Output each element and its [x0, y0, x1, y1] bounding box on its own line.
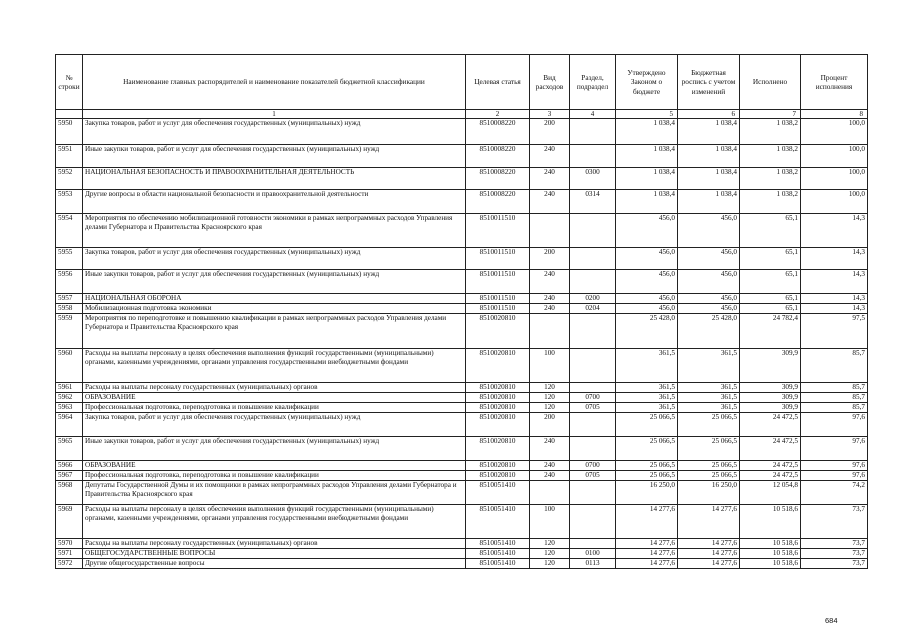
row-section	[570, 437, 616, 461]
row-name: Закупка товаров, работ и услуг для обеспечения государственных (муниципальных) нужд	[83, 119, 466, 145]
row-expense-type	[530, 314, 570, 349]
row-target-article: 8510011510	[466, 304, 530, 314]
row-target-article: 8510008220	[466, 119, 530, 145]
row-name: НАЦИОНАЛЬНАЯ ОБОРОНА	[83, 294, 466, 304]
header-budget-schedule: Бюджетная роспись с учетом изменений	[678, 55, 740, 110]
row-target-article: 8510020810	[466, 403, 530, 413]
row-percent: 97,6	[801, 413, 868, 437]
row-name: Иные закупки товаров, работ и услуг для обеспечения государственных (муниципальных) нужд	[83, 145, 466, 168]
table-row	[56, 413, 868, 437]
row-target-article: 8510011510	[466, 270, 530, 294]
row-budget-amount: 361,5	[678, 393, 740, 403]
row-expense-type: 100	[530, 505, 570, 539]
row-executed-amount: 65,1	[740, 248, 801, 270]
row-expense-type	[530, 481, 570, 505]
row-number: 5955	[56, 248, 83, 270]
row-executed-amount: 309,9	[740, 393, 801, 403]
row-expense-type: 120	[530, 393, 570, 403]
row-section	[570, 145, 616, 168]
row-budget-amount: 25 066,5	[678, 461, 740, 471]
row-section	[570, 349, 616, 383]
row-name: Профессиональная подготовка, переподготовка и повышение квалификации	[83, 471, 466, 481]
row-expense-type: 120	[530, 559, 570, 569]
row-name: ОБЩЕГОСУДАРСТВЕННЫЕ ВОПРОСЫ	[83, 549, 466, 559]
row-section: 0113	[570, 559, 616, 569]
row-target-article: 8510020810	[466, 393, 530, 403]
table-row	[56, 393, 868, 403]
row-percent: 14,3	[801, 294, 868, 304]
row-expense-type: 200	[530, 248, 570, 270]
row-percent: 97,6	[801, 471, 868, 481]
row-percent: 73,7	[801, 559, 868, 569]
row-name: Другие общегосударственные вопросы	[83, 559, 466, 569]
row-approved-amount: 25 428,0	[616, 314, 678, 349]
table-row	[56, 168, 868, 190]
row-budget-amount: 456,0	[678, 294, 740, 304]
row-name: Профессиональная подготовка, переподготовка и повышение квалификации	[83, 403, 466, 413]
row-target-article: 8510011510	[466, 214, 530, 248]
row-budget-amount: 361,5	[678, 403, 740, 413]
row-expense-type: 240	[530, 190, 570, 214]
row-expense-type: 200	[530, 413, 570, 437]
row-executed-amount: 10 518,6	[740, 559, 801, 569]
row-executed-amount: 309,9	[740, 403, 801, 413]
row-name: Мобилизационная подготовка экономики	[83, 304, 466, 314]
row-name: Закупка товаров, работ и услуг для обеспечения государственных (муниципальных) нужд	[83, 413, 466, 437]
row-section: 0705	[570, 403, 616, 413]
row-expense-type: 120	[530, 549, 570, 559]
row-section	[570, 119, 616, 145]
row-approved-amount: 1 038,4	[616, 145, 678, 168]
row-executed-amount: 24 472,5	[740, 437, 801, 461]
row-budget-amount: 14 277,6	[678, 505, 740, 539]
row-target-article: 8510051410	[466, 481, 530, 505]
row-target-article: 8510011510	[466, 248, 530, 270]
row-target-article: 8510020810	[466, 413, 530, 437]
row-percent: 73,7	[801, 505, 868, 539]
column-number: 2	[466, 110, 530, 119]
row-expense-type: 240	[530, 270, 570, 294]
row-name: Расходы на выплаты персоналу государственных (муниципальных) органов	[83, 539, 466, 549]
row-target-article: 8510020810	[466, 314, 530, 349]
row-executed-amount: 65,1	[740, 294, 801, 304]
row-expense-type: 240	[530, 145, 570, 168]
row-budget-amount: 14 277,6	[678, 549, 740, 559]
header-expense-type: Вид расходов	[530, 55, 570, 110]
row-target-article: 8510008220	[466, 145, 530, 168]
row-target-article: 8510008220	[466, 190, 530, 214]
row-name: Расходы на выплаты персоналу в целях обеспечения выполнения функций государственными (муниципальными) органами, казенными учреждениями, органами управления государственными внебюджетными фондами	[83, 349, 466, 383]
row-expense-type: 240	[530, 471, 570, 481]
row-section: 0700	[570, 393, 616, 403]
row-name: Расходы на выплаты персоналу в целях обеспечения выполнения функций государственными (муниципальными) органами, казенными учреждениями, органами управления государственными внебюджетными фондами	[83, 505, 466, 539]
table-row	[56, 304, 868, 314]
column-number: 1	[83, 110, 466, 119]
table-row	[56, 214, 868, 248]
row-name: Депутаты Государственной Думы и их помощники в рамках непрограммных расходов Управления делами Губернатора и Правительства Красноярского края	[83, 481, 466, 505]
row-percent: 73,7	[801, 549, 868, 559]
row-budget-amount: 16 250,0	[678, 481, 740, 505]
row-section	[570, 314, 616, 349]
table-row	[56, 383, 868, 393]
table-row	[56, 437, 868, 461]
row-approved-amount: 456,0	[616, 270, 678, 294]
row-executed-amount: 65,1	[740, 304, 801, 314]
row-executed-amount: 1 038,2	[740, 119, 801, 145]
row-percent: 97,6	[801, 461, 868, 471]
table-row	[56, 559, 868, 569]
row-approved-amount: 25 066,5	[616, 471, 678, 481]
row-number: 5970	[56, 539, 83, 549]
row-approved-amount: 25 066,5	[616, 461, 678, 471]
header-row	[56, 55, 868, 110]
row-number: 5958	[56, 304, 83, 314]
row-number: 5972	[56, 559, 83, 569]
budget-execution-table	[55, 54, 868, 569]
header-row-no: № строки	[56, 55, 83, 110]
column-number: 5	[616, 110, 678, 119]
row-executed-amount: 1 038,2	[740, 190, 801, 214]
row-approved-amount: 361,5	[616, 403, 678, 413]
row-section: 0204	[570, 304, 616, 314]
row-approved-amount: 1 038,4	[616, 168, 678, 190]
row-executed-amount: 309,9	[740, 383, 801, 393]
row-percent: 14,3	[801, 214, 868, 248]
row-percent: 85,7	[801, 383, 868, 393]
header-executed: Исполнено	[740, 55, 801, 110]
table-row	[56, 294, 868, 304]
row-approved-amount: 456,0	[616, 248, 678, 270]
row-percent: 85,7	[801, 403, 868, 413]
row-executed-amount: 65,1	[740, 270, 801, 294]
row-section	[570, 505, 616, 539]
row-percent: 73,7	[801, 539, 868, 549]
row-executed-amount: 12 054,8	[740, 481, 801, 505]
row-target-article: 8510020810	[466, 461, 530, 471]
row-percent: 85,7	[801, 393, 868, 403]
row-percent: 100,0	[801, 145, 868, 168]
row-percent: 97,5	[801, 314, 868, 349]
header-name: Наименование главных распорядителей и наименование показателей бюджетной классификации	[83, 55, 466, 110]
row-number: 5962	[56, 393, 83, 403]
row-number: 5950	[56, 119, 83, 145]
row-section: 0200	[570, 294, 616, 304]
row-approved-amount: 361,5	[616, 349, 678, 383]
row-number: 5971	[56, 549, 83, 559]
row-approved-amount: 361,5	[616, 393, 678, 403]
row-expense-type: 100	[530, 349, 570, 383]
row-percent: 14,3	[801, 304, 868, 314]
row-name: Иные закупки товаров, работ и услуг для обеспечения государственных (муниципальных) нужд	[83, 437, 466, 461]
row-executed-amount: 10 518,6	[740, 539, 801, 549]
row-number: 5964	[56, 413, 83, 437]
row-approved-amount: 14 277,6	[616, 559, 678, 569]
row-section	[570, 270, 616, 294]
row-name: ОБРАЗОВАНИЕ	[83, 393, 466, 403]
row-percent: 14,3	[801, 270, 868, 294]
row-number: 5951	[56, 145, 83, 168]
row-expense-type: 120	[530, 403, 570, 413]
table-row	[56, 270, 868, 294]
row-section	[570, 539, 616, 549]
row-number: 5967	[56, 471, 83, 481]
row-target-article: 8510051410	[466, 559, 530, 569]
row-budget-amount: 456,0	[678, 270, 740, 294]
row-number: 5961	[56, 383, 83, 393]
row-number: 5966	[56, 461, 83, 471]
table-row	[56, 403, 868, 413]
row-budget-amount: 25 066,5	[678, 437, 740, 461]
row-budget-amount: 1 038,4	[678, 190, 740, 214]
row-expense-type: 120	[530, 383, 570, 393]
row-approved-amount: 14 277,6	[616, 505, 678, 539]
row-executed-amount: 65,1	[740, 214, 801, 248]
row-name: Закупка товаров, работ и услуг для обеспечения государственных (муниципальных) нужд	[83, 248, 466, 270]
row-number: 5952	[56, 168, 83, 190]
row-budget-amount: 456,0	[678, 304, 740, 314]
table-row	[56, 539, 868, 549]
row-number: 5965	[56, 437, 83, 461]
row-budget-amount: 456,0	[678, 214, 740, 248]
row-number: 5956	[56, 270, 83, 294]
table-row	[56, 248, 868, 270]
table-body	[56, 119, 868, 569]
row-percent: 97,6	[801, 437, 868, 461]
row-expense-type: 240	[530, 168, 570, 190]
row-section: 0100	[570, 549, 616, 559]
row-percent: 14,3	[801, 248, 868, 270]
row-percent: 85,7	[801, 349, 868, 383]
header-approved: Утверждено Законом о бюджете	[616, 55, 678, 110]
row-percent: 100,0	[801, 190, 868, 214]
row-executed-amount: 10 518,6	[740, 549, 801, 559]
row-approved-amount: 25 066,5	[616, 413, 678, 437]
row-budget-amount: 14 277,6	[678, 539, 740, 549]
row-expense-type: 240	[530, 294, 570, 304]
table-row	[56, 471, 868, 481]
row-executed-amount: 24 782,4	[740, 314, 801, 349]
row-target-article: 8510051410	[466, 539, 530, 549]
row-approved-amount: 1 038,4	[616, 190, 678, 214]
row-expense-type: 240	[530, 304, 570, 314]
row-target-article: 8510051410	[466, 505, 530, 539]
row-name: Другие вопросы в области национальной безопасности и правоохранительной деятельности	[83, 190, 466, 214]
column-number	[56, 110, 83, 119]
table-row	[56, 549, 868, 559]
row-number: 5954	[56, 214, 83, 248]
column-number: 4	[570, 110, 616, 119]
table-row	[56, 481, 868, 505]
row-section	[570, 248, 616, 270]
row-name: ОБРАЗОВАНИЕ	[83, 461, 466, 471]
row-target-article: 8510011510	[466, 294, 530, 304]
column-number: 3	[530, 110, 570, 119]
row-expense-type: 120	[530, 539, 570, 549]
row-budget-amount: 25 066,5	[678, 413, 740, 437]
row-target-article: 8510020810	[466, 383, 530, 393]
table-row	[56, 145, 868, 168]
row-section: 0700	[570, 461, 616, 471]
row-number: 5957	[56, 294, 83, 304]
row-target-article: 8510020810	[466, 471, 530, 481]
row-expense-type: 240	[530, 437, 570, 461]
column-number: 6	[678, 110, 740, 119]
row-number: 5959	[56, 314, 83, 349]
row-budget-amount: 1 038,4	[678, 145, 740, 168]
row-approved-amount: 14 277,6	[616, 549, 678, 559]
row-approved-amount: 16 250,0	[616, 481, 678, 505]
row-percent: 100,0	[801, 119, 868, 145]
row-number: 5953	[56, 190, 83, 214]
row-budget-amount: 1 038,4	[678, 119, 740, 145]
row-budget-amount: 14 277,6	[678, 559, 740, 569]
header-section: Раздел, подраздел	[570, 55, 616, 110]
row-approved-amount: 25 066,5	[616, 437, 678, 461]
row-budget-amount: 361,5	[678, 383, 740, 393]
row-name: Иные закупки товаров, работ и услуг для обеспечения государственных (муниципальных) нужд	[83, 270, 466, 294]
row-executed-amount: 24 472,5	[740, 461, 801, 471]
row-executed-amount: 309,9	[740, 349, 801, 383]
row-expense-type	[530, 214, 570, 248]
row-target-article: 8510020810	[466, 349, 530, 383]
row-approved-amount: 456,0	[616, 304, 678, 314]
table-row	[56, 461, 868, 471]
row-percent: 100,0	[801, 168, 868, 190]
row-budget-amount: 25 428,0	[678, 314, 740, 349]
row-approved-amount: 1 038,4	[616, 119, 678, 145]
row-budget-amount: 25 066,5	[678, 471, 740, 481]
row-executed-amount: 1 038,2	[740, 168, 801, 190]
row-section: 0314	[570, 190, 616, 214]
header-target-article: Целевая статья	[466, 55, 530, 110]
row-target-article: 8510020810	[466, 437, 530, 461]
column-number: 7	[740, 110, 801, 119]
row-section	[570, 214, 616, 248]
row-expense-type: 200	[530, 119, 570, 145]
row-number: 5969	[56, 505, 83, 539]
table-row	[56, 119, 868, 145]
table-row	[56, 349, 868, 383]
row-name: НАЦИОНАЛЬНАЯ БЕЗОПАСНОСТЬ И ПРАВООХРАНИТЕЛЬНАЯ ДЕЯТЕЛЬНОСТЬ	[83, 168, 466, 190]
row-approved-amount: 456,0	[616, 214, 678, 248]
row-number: 5960	[56, 349, 83, 383]
column-number-row	[56, 110, 868, 119]
row-section	[570, 481, 616, 505]
row-section	[570, 413, 616, 437]
table-row	[56, 314, 868, 349]
row-section: 0705	[570, 471, 616, 481]
table-row	[56, 190, 868, 214]
row-section: 0300	[570, 168, 616, 190]
row-name: Мероприятия по переподготовке и повышению квалификации в рамках непрограммных расходов Управления делами Губернатора и Правительства Красноярского края	[83, 314, 466, 349]
row-target-article: 8510008220	[466, 168, 530, 190]
row-approved-amount: 14 277,6	[616, 539, 678, 549]
row-name: Расходы на выплаты персоналу государственных (муниципальных) органов	[83, 383, 466, 393]
row-budget-amount: 361,5	[678, 349, 740, 383]
row-name: Мероприятия по обеспечению мобилизационной готовности экономики в рамках непрограммных расходов Управления делами Губернатора и Правительства Красноярского края	[83, 214, 466, 248]
row-budget-amount: 456,0	[678, 248, 740, 270]
column-number: 8	[801, 110, 868, 119]
row-number: 5963	[56, 403, 83, 413]
table-row	[56, 505, 868, 539]
row-approved-amount: 456,0	[616, 294, 678, 304]
row-executed-amount: 24 472,5	[740, 413, 801, 437]
row-section	[570, 383, 616, 393]
row-budget-amount: 1 038,4	[678, 168, 740, 190]
row-executed-amount: 10 518,6	[740, 505, 801, 539]
row-target-article: 8510051410	[466, 549, 530, 559]
row-percent: 74,2	[801, 481, 868, 505]
row-expense-type: 240	[530, 461, 570, 471]
row-executed-amount: 1 038,2	[740, 145, 801, 168]
row-approved-amount: 361,5	[616, 383, 678, 393]
header-percent: Процент исполнения	[801, 55, 868, 110]
row-executed-amount: 24 472,5	[740, 471, 801, 481]
row-number: 5968	[56, 481, 83, 505]
page-number: 684	[825, 616, 838, 625]
